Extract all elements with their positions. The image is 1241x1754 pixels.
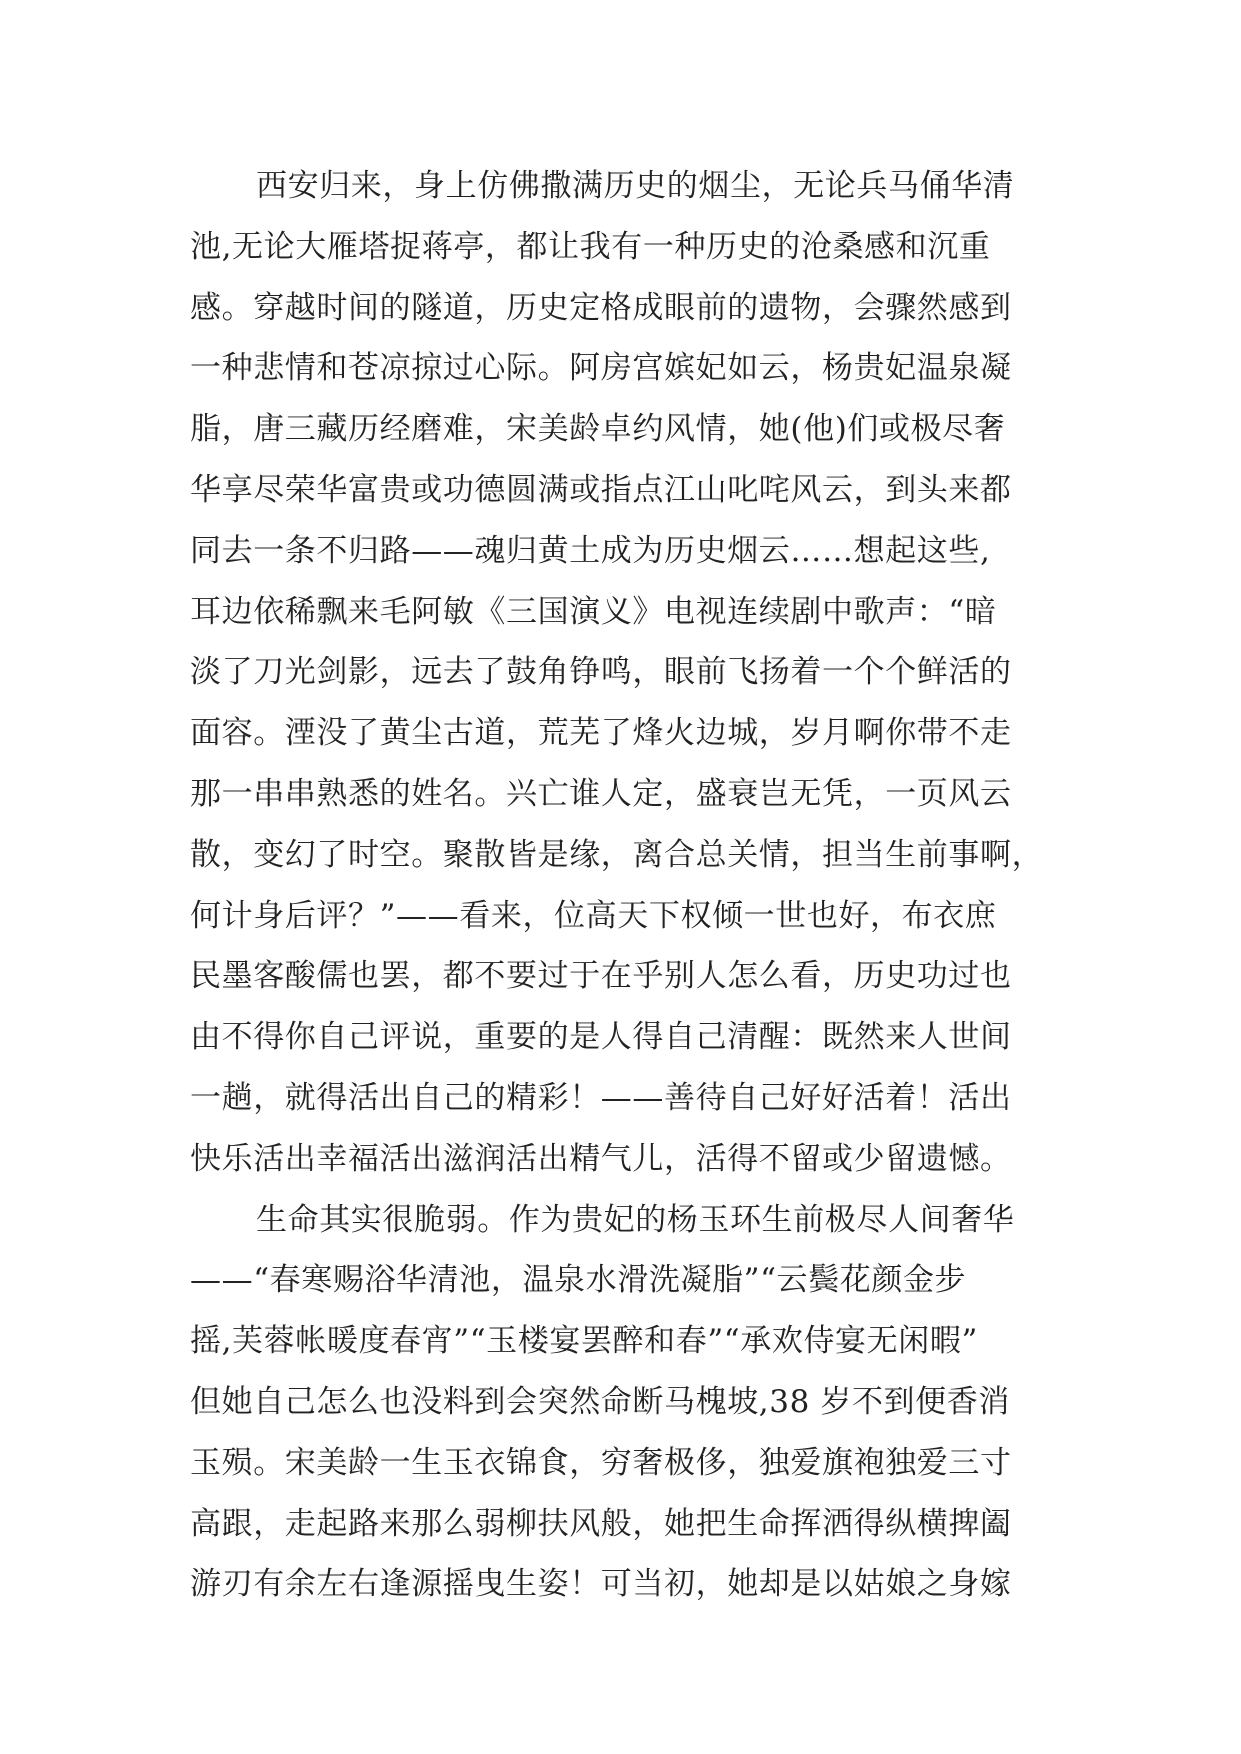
paragraph-2-line: 但她自己怎么也没料到会突然命断马槐坡,38 岁不到便香消 <box>190 1383 1010 1420</box>
paragraph-1-line: 民墨客酸儒也罢，都不要过于在乎别人怎么看，历史功过也 <box>190 958 1012 995</box>
paragraph-1-line: 那一串串熟悉的姓名。兴亡谁人定，盛衰岂无凭，一页风云 <box>190 775 1012 812</box>
paragraph-1-line: 一趟，就得活出自己的精彩！——善待自己好好活着！活出 <box>190 1079 1012 1116</box>
paragraph-1-line: 同去一条不归路——魂归黄土成为历史烟云……想起这些, <box>190 532 991 569</box>
paragraph-1-line: 脂，唐三藏历经磨难，宋美龄卓约风情，她(他)们或极尽奢 <box>190 411 1006 448</box>
paragraph-1-line: 感。穿越时间的隧道，历史定格成眼前的遗物，会骤然感到 <box>190 289 1012 326</box>
paragraph-2-line: 摇,芙蓉帐暖度春宵”“玉楼宴罢醉和春”“承欢侍宴无闲暇” <box>190 1323 978 1360</box>
paragraph-2-line: 高跟，走起路来那么弱柳扶风般，她把生命挥洒得纵横捭阖 <box>190 1505 1012 1542</box>
paragraph-2-line: 生命其实很脆弱。作为贵妃的杨玉环生前极尽人间奢华 <box>256 1201 1015 1238</box>
paragraph-1-line: 池,无论大雁塔捉蒋亭，都让我有一种历史的沧桑感和沉重 <box>190 228 991 265</box>
paragraph-2-line: 游刃有余左右逢源摇曳生姿！可当初，她却是以姑娘之身嫁 <box>190 1566 1012 1603</box>
paragraph-1-line: 面容。湮没了黄尘古道，荒芜了烽火边城，岁月啊你带不走 <box>190 715 1012 752</box>
body-text <box>190 156 1060 1615</box>
paragraph-1-line: 快乐活出幸福活出滋润活出精气儿，活得不留或少留遗憾。 <box>190 1140 1012 1177</box>
paragraph-1-line: 华享尽荣华富贵或功德圆满或指点江山叱咤风云，到头来都 <box>190 471 1012 508</box>
paragraph-1-line: 由不得你自己评说，重要的是人得自己清醒：既然来人世间 <box>190 1019 1012 1056</box>
paragraph-2-line: ——“春寒赐浴华清池，温泉水滑洗凝脂”“云鬓花颜金步 <box>190 1262 967 1299</box>
paragraph-1-line: 何计身后评？”——看来，位高天下权倾一世也好，布衣庶 <box>190 897 997 934</box>
paragraph-1-line: 一种悲情和苍凉掠过心际。阿房宫嫔妃如云，杨贵妃温泉凝 <box>190 350 1012 387</box>
paragraph-1-line: 散，变幻了时空。聚散皆是缘，离合总关情，担当生前事啊， <box>190 836 1044 873</box>
paragraph-1-line: 耳边依稀飘来毛阿敏《三国演义》电视连续剧中歌声：“暗 <box>190 593 997 630</box>
paragraph-1-line: 淡了刀光剑影，远去了鼓角铮鸣，眼前飞扬着一个个鲜活的 <box>190 654 1012 691</box>
paragraph-2-line: 玉殒。宋美龄一生玉衣锦食，穷奢极侈，独爱旗袍独爱三寸 <box>190 1444 1012 1481</box>
paragraph-1-line: 西安归来，身上仿佛撒满历史的烟尘，无论兵马俑华清 <box>256 168 1015 204</box>
